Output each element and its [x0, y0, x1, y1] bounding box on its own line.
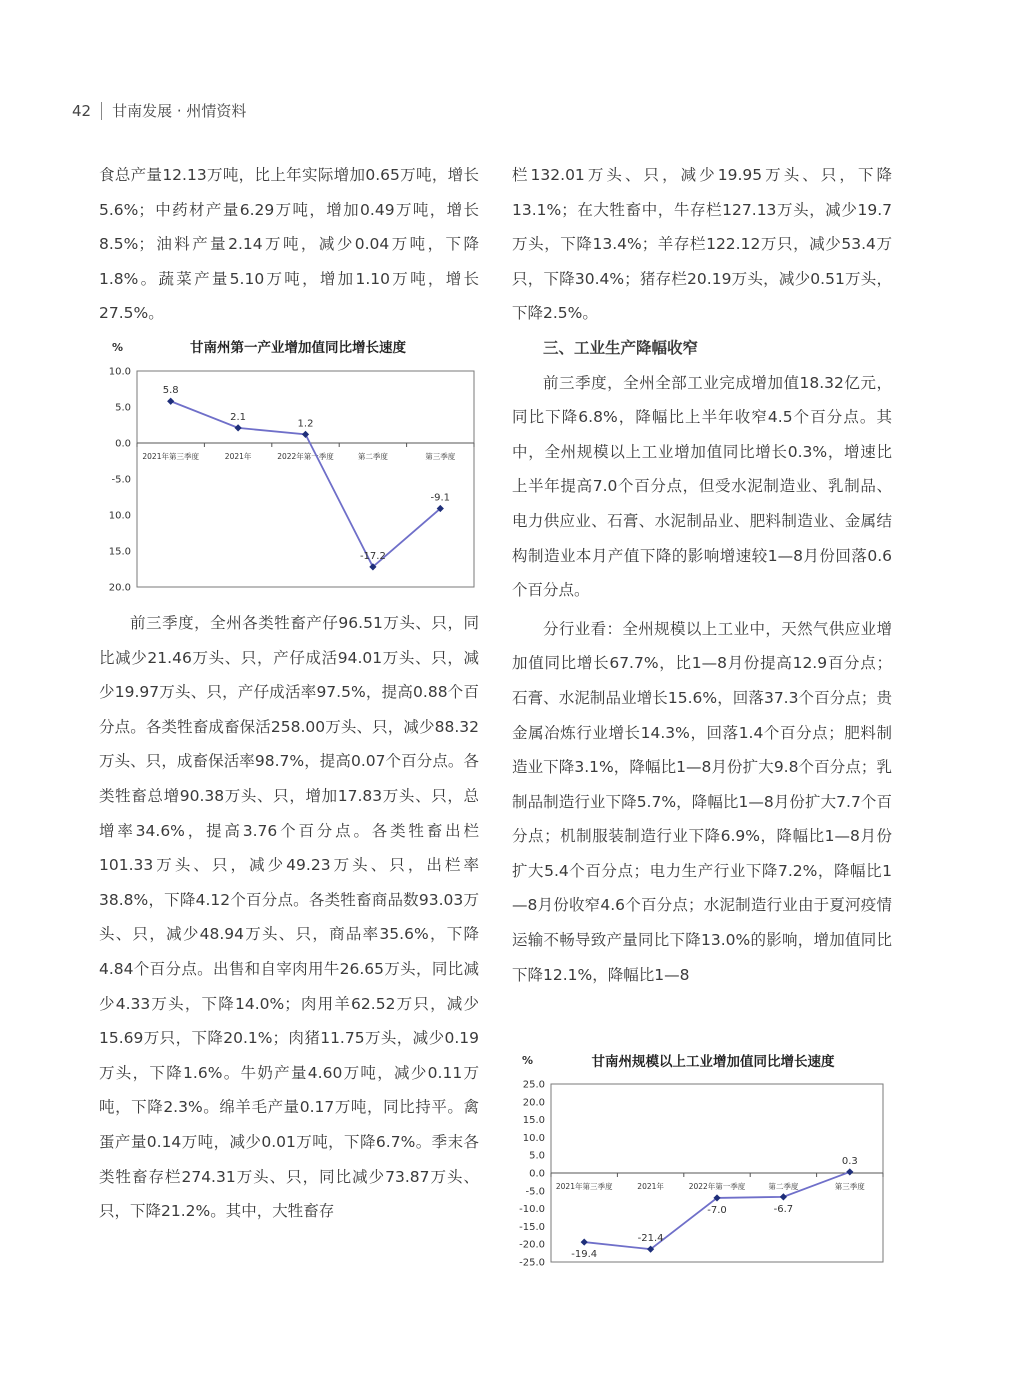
y-tick-label: 25.0: [522, 1079, 545, 1091]
right-column: [512, 158, 892, 992]
y-tick-label: 5.0: [529, 1150, 545, 1162]
chart-primary-industry-svg: [100, 334, 485, 596]
left-column-top: [99, 158, 479, 331]
x-tick-label: 2022年第一季度: [688, 1182, 746, 1191]
plot-frame: [137, 371, 474, 587]
x-tick-label: 2021年: [637, 1182, 664, 1191]
x-tick-label: 第三季度: [834, 1182, 865, 1191]
y-tick-label: -20.0: [519, 1239, 545, 1251]
data-point: [235, 424, 242, 431]
chart-title: 甘南州第一产业增加值同比增长速度: [190, 340, 406, 356]
data-point: [846, 1168, 853, 1175]
y-tick-label: -25.0: [519, 1257, 545, 1269]
paragraph: 食总产量12.13万吨，比上年实际增加0.65万吨，增长5.6%；中药材产量6.29万吨，增加0.49万吨，增长8.5%；油料产量2.14万吨，减少0.04万吨，下降1.8%。蔬菜产量5.10万吨，增加1.10万吨，增长27.5%。: [99, 166, 479, 323]
chart-industrial: [508, 1046, 893, 1272]
data-label: -19.4: [571, 1249, 598, 1261]
chart-primary-industry: [100, 334, 485, 596]
y-tick-label: 5.0: [115, 402, 131, 414]
data-label: 2.1: [230, 411, 247, 423]
y-tick-label: 20.0: [108, 582, 131, 594]
data-label: -9.1: [430, 492, 451, 504]
y-tick-label: -10.0: [519, 1204, 545, 1216]
y-tick-label: 0.0: [115, 438, 131, 450]
chart-title: 甘南州规模以上工业增加值同比增长速度: [591, 1054, 835, 1070]
y-tick-label: -5.0: [525, 1186, 545, 1198]
y-tick-label: 10.0: [108, 366, 131, 378]
y-tick-label: -15.0: [519, 1221, 545, 1233]
chart-industrial-svg: [508, 1046, 893, 1272]
y-tick-label: 10.0: [522, 1132, 545, 1144]
y-tick-label: 20.0: [522, 1097, 545, 1109]
data-point: [581, 1238, 588, 1245]
data-point: [167, 398, 174, 405]
data-label: -21.4: [637, 1233, 664, 1245]
unit-label: %: [522, 1054, 534, 1067]
y-tick-label: 15.0: [108, 546, 131, 558]
section-heading: 三、工业生产降幅收窄: [543, 338, 699, 357]
x-tick-label: 2021年第三季度: [142, 452, 199, 461]
data-point: [780, 1193, 787, 1200]
unit-label: %: [112, 341, 124, 354]
data-point: [302, 431, 309, 438]
paragraph: 前三季度，全州各类牲畜产仔96.51万头、只，同比减少21.46万头、只，产仔成活94.01万头、只，减少19.97万头、只，产仔成活率97.5%，提高0.88个百分点。各类牲畜成畜保活258.00万头、只，减少88.32万头、只，成畜保活率98.7%，提高0.07个百分点。各类牲畜总增90.38万头、只，增加17.83万头、只，总增率34.6%，提高3.76个百分点。各类牲畜出栏101.33万头、只，减少49.23万头、只，出栏率38.8%，下降4.12个百分点。各类牲畜商品数93.03万头、只，减少48.94万头、只，商品率35.6%，下降4.84个百分点。出售和自宰肉用牛26.65万头，同比减少4.33万头，下降14.0%；肉用羊62.52万只，减少15.69万只，下降20.1%；肉猪11.75万头，减少0.19万头，下降1.6%。牛奶产量4.60万吨，减少0.11万吨，下降2.3%。绵羊毛产量0.17万吨，同比持平。禽蛋产量0.14万吨，减少0.01万吨，下降6.7%。季末各类牲畜存栏274.31万头、只，同比减少73.87万头、只，下降21.2%。其中，大牲畜存: [99, 614, 479, 1221]
y-tick-label: 10.0: [108, 510, 131, 522]
data-label: 0.3: [841, 1155, 858, 1167]
data-label: 1.2: [297, 418, 314, 430]
x-tick-label: 2021年: [224, 452, 252, 461]
data-label: -6.7: [773, 1203, 794, 1215]
x-tick-label: 第二季度: [357, 452, 388, 461]
y-tick-label: 0.0: [529, 1168, 545, 1180]
data-label: 5.8: [162, 385, 179, 397]
y-tick-label: 15.0: [522, 1115, 545, 1127]
x-tick-label: 2021年第三季度: [555, 1182, 613, 1191]
page-number: 42: [72, 101, 92, 120]
page-header: [72, 100, 246, 121]
y-tick-label: -5.0: [111, 474, 131, 486]
paragraph: 分行业看：全州规模以上工业中，天然气供应业增加值同比增长67.7%，比1—8月份提高12.9百分点；石膏、水泥制品业增长15.6%，回落37.3个百分点；贵金属冶炼行业增长14.3%，回落1.4个百分点；肥料制造业下降3.1%，降幅比1—8月份扩大9.8个百分点；乳制品制造行业下降5.7%，降幅比1—8月份扩大7.7个百分点；机制服装制造行业下降6.9%，降幅比1—8月份扩大5.4个百分点；电力生产行业下降7.2%，降幅比1—8月份收窄4.6个百分点；水泥制造行业由于夏河疫情运输不畅导致产量同比下降13.0%的影响，增加值同比下降12.1%，降幅比1—8: [512, 619, 892, 984]
x-tick-label: 第二季度: [768, 1182, 799, 1191]
publication-title: 甘南发展 · 州情资料: [112, 102, 247, 120]
data-label: -17.2: [359, 550, 386, 562]
x-tick-label: 2022年第一季度: [277, 452, 334, 461]
header-divider: [101, 102, 102, 120]
paragraph: 前三季度，全州全部工业完成增加值18.32亿元，同比下降6.8%，降幅比上半年收窄4.5个百分点。其中，全州规模以上工业增加值同比增长0.3%，增速比上半年提高7.0个百分点，但受水泥制造业、乳制品、电力供应业、石膏、水泥制品业、肥料制造业、金属结构制造业本月产值下降的影响增速较1—8月份回落0.6个百分点。: [512, 373, 892, 600]
x-tick-label: 第三季度: [425, 452, 456, 461]
left-column-bottom: [99, 606, 479, 1229]
data-label: -7.0: [707, 1204, 727, 1216]
paragraph: 栏132.01万头、只，减少19.95万头、只，下降13.1%；在大牲畜中，牛存栏127.13万头，减少19.7万头，下降13.4%；羊存栏122.12万只，减少53.4万只，下降30.4%；猪存栏20.19万头，减少0.51万头，下降2.5%。: [512, 166, 892, 323]
